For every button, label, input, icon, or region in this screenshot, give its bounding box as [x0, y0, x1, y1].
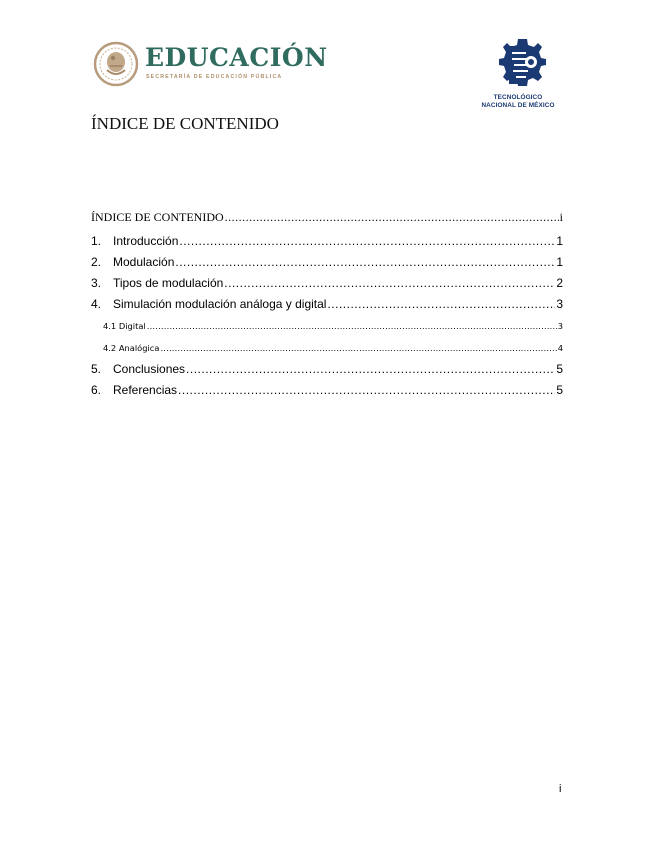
toc-entry-number: 6.	[91, 383, 102, 397]
toc-entry-number: 5.	[91, 362, 102, 376]
toc-entry-number: 2.	[91, 255, 102, 269]
tecnm-line2: NACIONAL DE MÉXICO	[481, 102, 555, 109]
toc-entry-label: 4.1 Digital	[103, 321, 146, 331]
tecnm-line1: TECNOLÓGICO	[493, 94, 543, 101]
toc-entry-page: 4	[557, 343, 563, 353]
toc-entry-digital[interactable]	[103, 321, 563, 331]
toc-entry-label: Referencias	[113, 383, 178, 397]
toc-entry-label: Simulación modulación análoga y digital	[113, 297, 327, 311]
toc-leader-dots	[175, 255, 555, 269]
national-seal-icon	[93, 40, 139, 88]
tecnm-logo	[468, 37, 568, 117]
toc-entry-label: Tipos de modulación	[113, 276, 224, 290]
toc-entry-page: 5	[556, 362, 563, 376]
toc-entry-number: 4.	[91, 297, 102, 311]
toc-leader-dots	[160, 343, 556, 353]
toc-entry-page: 1	[556, 234, 563, 248]
toc-entry-referencias[interactable]	[91, 383, 563, 397]
page-number: i	[559, 783, 562, 795]
sep-subtitle: SECRETARÍA DE EDUCACIÓN PÚBLICA	[146, 74, 283, 80]
toc-entry-page: 1	[556, 255, 563, 269]
toc-entry-number: 3.	[91, 276, 102, 290]
toc-entry-label: Conclusiones	[113, 362, 186, 376]
tecnm-gear-icon	[498, 37, 546, 91]
toc-entry-label: Modulación	[113, 255, 175, 269]
toc-entry-label: 4.2 Analógica	[103, 343, 160, 353]
tecnm-wordmark	[468, 94, 568, 110]
toc-leader-dots	[179, 234, 555, 248]
toc-leader-dots	[186, 362, 555, 376]
toc-entry-page: i	[559, 210, 563, 224]
toc-leader-dots	[225, 210, 559, 225]
toc-entry-page: 2	[556, 276, 563, 290]
sep-logo	[93, 40, 328, 90]
toc-leader-dots	[327, 297, 555, 311]
toc-leader-dots	[147, 321, 557, 331]
toc-entry-analogica[interactable]	[103, 343, 563, 353]
page-title: ÍNDICE DE CONTENIDO	[91, 114, 279, 133]
toc-entry-page: 5	[556, 383, 563, 397]
toc-entry-conclusiones[interactable]	[91, 362, 563, 376]
toc-entry-label: ÍNDICE DE CONTENIDO	[91, 210, 224, 224]
toc-entry-page: 3	[556, 297, 563, 311]
toc-leader-dots	[224, 276, 555, 290]
toc-entry-simulacion[interactable]	[91, 297, 563, 311]
toc-entry-page: 3	[557, 321, 563, 331]
toc-entry-introduccion[interactable]	[91, 234, 563, 248]
toc-entry-tipos-de-modulacion[interactable]	[91, 276, 563, 290]
sep-wordmark: EDUCACIÓN	[145, 43, 328, 72]
toc-entry-modulacion[interactable]	[91, 255, 563, 269]
toc-leader-dots	[178, 383, 555, 397]
toc-entry-number: 1.	[91, 234, 102, 248]
toc-entry-index[interactable]	[91, 210, 563, 225]
toc-entry-label: Introducción	[113, 234, 179, 248]
